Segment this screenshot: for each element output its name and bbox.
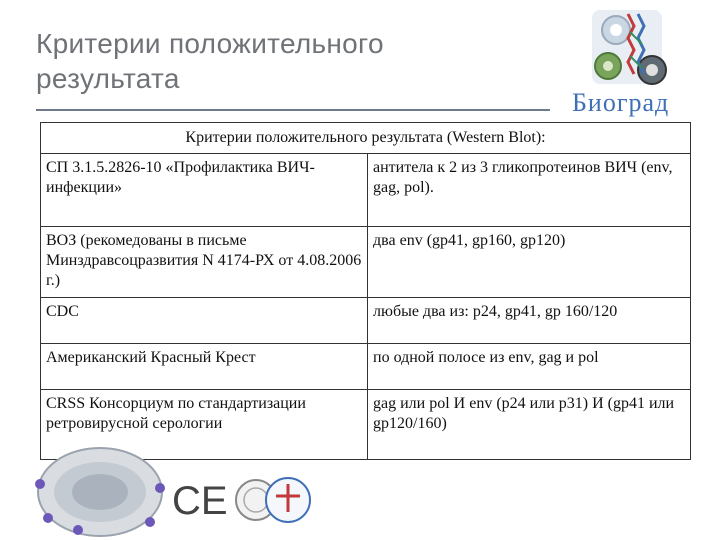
table-row xyxy=(41,226,690,297)
criterion-cell: два env (gp41, gp160, gp120) xyxy=(368,226,691,297)
slide-title-line1: Критерии положительного xyxy=(36,28,384,59)
criterion-cell: по одной полосе из env, gag и pol xyxy=(368,343,691,389)
slide-title xyxy=(36,26,556,96)
ce-mark-icon xyxy=(172,479,228,523)
table-header: Критерии положительного результата (Western Blot): xyxy=(41,123,690,154)
table-row xyxy=(41,154,690,226)
source-cell: Американский Красный Крест xyxy=(41,343,368,389)
ce-mark-text: CE xyxy=(172,479,228,523)
criterion-cell: любые два из: p24, gp41, gp 160/120 xyxy=(368,297,691,343)
source-cell: CRSS Консорциум по стандартизации ретровирусной серологии xyxy=(41,389,368,459)
source-cell: СП 3.1.5.2826-10 «Профилактика ВИЧ-инфекции» xyxy=(41,154,368,226)
virus-illustration-icon xyxy=(35,448,165,536)
title-underline xyxy=(36,109,550,111)
footer-decoration xyxy=(0,440,720,540)
quality-badge-icon xyxy=(266,478,310,522)
criteria-table xyxy=(40,122,691,460)
slide-title-line2: результата xyxy=(36,63,180,94)
criterion-cell: gag или pol И env (p24 или p31) И (gp41 или gp120/160) xyxy=(368,389,691,459)
criterion-cell: антитела к 2 из 3 гликопротеинов ВИЧ (env, gag, pol). xyxy=(368,154,691,226)
source-cell: CDC xyxy=(41,297,368,343)
logo-text: Биоград xyxy=(572,88,670,117)
source-cell: ВОЗ (рекомедованы в письме Минздравсоцразвития N 4174-РХ от 4.08.2006 г.) xyxy=(41,226,368,297)
table-row xyxy=(41,343,690,389)
table-row xyxy=(41,297,690,343)
